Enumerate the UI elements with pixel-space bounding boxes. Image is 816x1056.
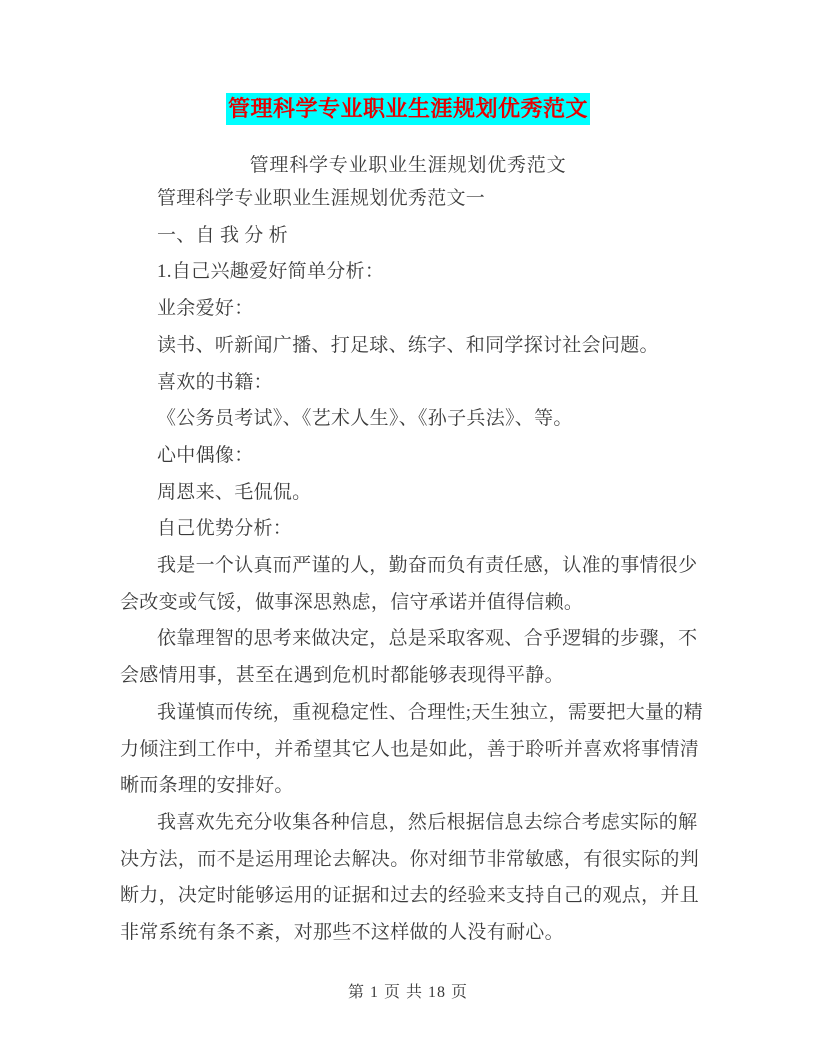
text-line: 我是一个认真而严谨的人，勤奋而负有责任感，认准的事情很少 [157,555,698,577]
text-line: 会感情用事，甚至在遇到危机时都能够表现得平静。 [120,665,564,687]
text-line: 心中偶像： [157,444,254,466]
text-line: 管理科学专业职业生涯规划优秀范文一 [157,188,486,209]
text-line: 1.自己兴趣爱好简单分析： [157,261,385,283]
text-line: 会改变或气馁，做事深思熟虑，信守承诺并值得信赖。 [120,591,584,613]
document-body [120,181,703,952]
text-line: 非常系统有条不紊，对那些不这样做的人没有耐心。 [120,922,564,944]
text-line: 自己优势分析： [157,518,293,540]
text-line: 喜欢的书籍： [157,371,273,393]
text-line: 我谨慎而传统，重视稳定性、合理性;天生独立，需要把大量的精 [157,701,703,723]
title-row [0,93,816,125]
document-subtitle: 管理科学专业职业生涯规划优秀范文 [249,155,567,176]
text-line: 一、自 我 分 析 [157,224,288,246]
text-line: 《公务员考试》、《艺术人生》、《孙子兵法》、等。 [157,408,573,430]
text-line: 周恩来、毛侃侃。 [157,481,312,503]
page-title: 管理科学专业职业生涯规划优秀范文 [226,93,590,125]
text-line: 业余爱好： [157,298,254,320]
text-line: 晰而条理的安排好。 [120,775,294,797]
text-line: 决方法，而不是运用理论去解决。你对细节非常敏感，有很实际的判 [120,848,700,870]
text-line: 力倾注到工作中，并希望其它人也是如此，善于聆听并喜欢将事情清 [120,738,700,760]
text-line: 读书、听新闻广播、打足球、练字、和同学探讨社会问题。 [157,334,659,356]
page-number-footer: 第 1 页 共 18 页 [347,984,468,1001]
text-line: 依靠理智的思考来做决定，总是采取客观、合乎逻辑的步骤，不 [157,628,698,650]
text-line: 我喜欢先充分收集各种信息，然后根据信息去综合考虑实际的解 [157,811,698,833]
text-line: 断力，决定时能够运用的证据和过去的经验来支持自己的观点，并且 [120,885,700,907]
